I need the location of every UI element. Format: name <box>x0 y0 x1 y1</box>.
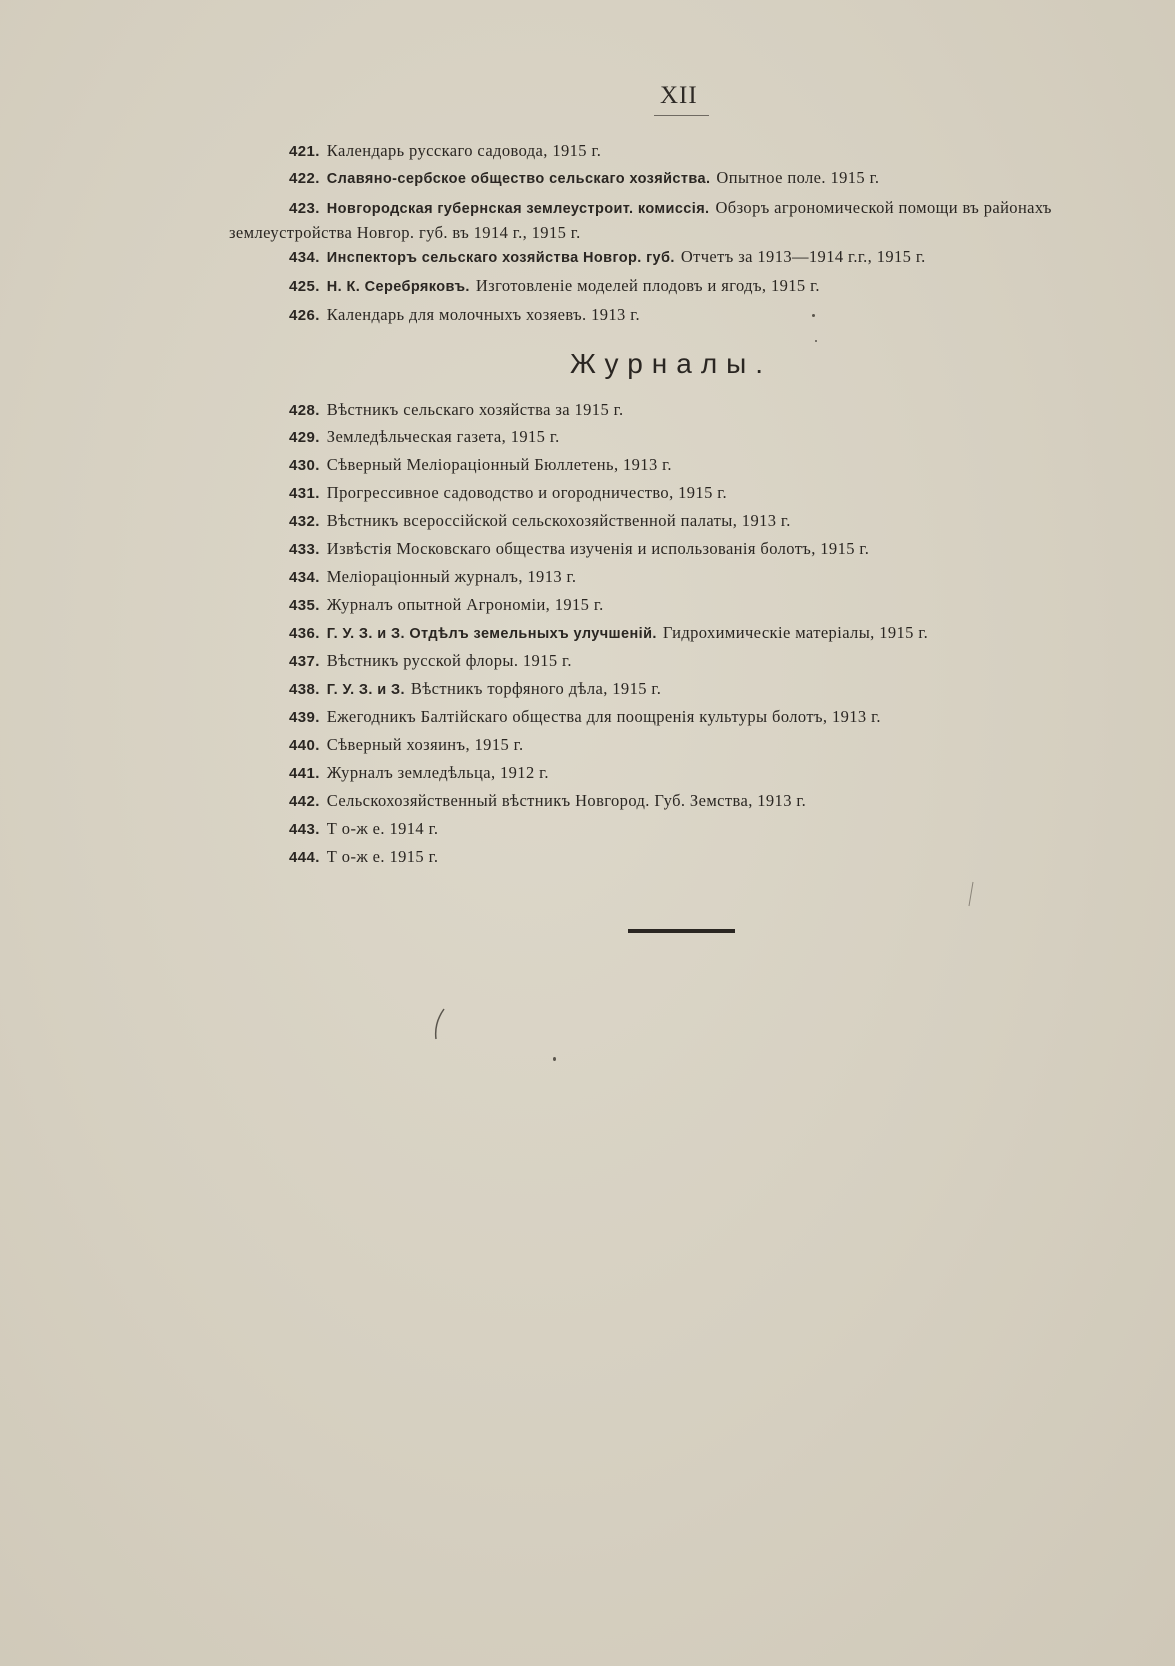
entry-number: 422. <box>289 170 320 187</box>
list-item <box>289 510 791 533</box>
entry-title: Сѣверный хозяинъ, 1915 г. <box>326 735 524 754</box>
list-item <box>289 275 820 298</box>
entry-title: Прогрессивное садоводство и огородничество, 1915 г. <box>326 483 728 502</box>
entry-author: Инспекторъ сельскаго хозяйства Новгор. губ. <box>326 250 675 266</box>
section-heading: Журналы. <box>570 348 773 379</box>
list-item <box>229 196 1159 245</box>
list-item <box>289 650 572 673</box>
entry-title: Меліораціонный журналъ, 1913 г. <box>326 567 577 586</box>
entry-author: Н. К. Серебряковъ. <box>326 279 470 295</box>
list-item <box>289 622 928 645</box>
entry-title: Календарь русскаго садовода, 1915 г. <box>326 141 602 160</box>
entry-title: Гидрохимическіе матеріалы, 1915 г. <box>662 623 929 642</box>
entry-number: 444. <box>289 849 320 866</box>
list-item <box>289 426 560 449</box>
entry-title: Вѣстникъ сельскаго хозяйства за 1915 г. <box>326 400 624 419</box>
entry-title: Журналъ земледѣльца, 1912 г. <box>326 763 549 782</box>
list-item <box>289 538 869 561</box>
entry-title: Сельскохозяйственный вѣстникъ Новгород. Губ. Земства, 1913 г. <box>326 791 807 810</box>
entry-number: 436. <box>289 625 320 642</box>
entry-number: 432. <box>289 513 320 530</box>
entry-number: 443. <box>289 821 320 838</box>
list-item <box>289 734 523 757</box>
page-number-underline <box>654 115 709 116</box>
entry-number: 433. <box>289 541 320 558</box>
entry-number: 429. <box>289 429 320 446</box>
entry-title: Обзоръ агрономической помощи въ районахъ землеустройства Новгор. губ. въ 1914 г., 1915 г. <box>229 198 1052 242</box>
scan-speck <box>815 340 817 342</box>
entry-number: 428. <box>289 402 320 419</box>
entry-title: Календарь для молочныхъ хозяевъ. 1913 г. <box>326 305 641 324</box>
entry-title: Вѣстникъ торфяного дѣла, 1915 г. <box>410 679 662 698</box>
scan-mark <box>966 880 976 910</box>
page-number: XII <box>660 82 698 109</box>
entry-number: 425. <box>289 278 320 295</box>
entry-title: Земледѣльческая газета, 1915 г. <box>326 427 560 446</box>
entry-title: Сѣверный Меліораціонный Бюллетень, 1913 г. <box>326 455 672 474</box>
list-item <box>289 140 601 163</box>
entry-author: Новгородская губернская землеустроит. комиссія. <box>326 201 710 217</box>
list-item <box>289 594 604 617</box>
scan-speck <box>553 1057 556 1061</box>
entry-number: 438. <box>289 681 320 698</box>
entry-author: Г. У. З. и З. Отдѣлъ земельныхъ улучшеній. <box>326 626 657 642</box>
entry-number: 441. <box>289 765 320 782</box>
list-item <box>289 818 438 841</box>
entry-title: Т о-ж е. 1914 г. <box>326 819 439 838</box>
entry-author: Славяно-сербское общество сельскаго хозяйства. <box>326 171 711 187</box>
entry-number: 434. <box>289 249 320 266</box>
entry-number: 439. <box>289 709 320 726</box>
list-item <box>289 167 879 190</box>
entry-title: Изготовленіе моделей плодовъ и ягодъ, 1915 г. <box>475 276 820 295</box>
list-item <box>289 790 806 813</box>
entry-number: 442. <box>289 793 320 810</box>
entry-number: 426. <box>289 307 320 324</box>
entry-author: Г. У. З. и З. <box>326 682 405 698</box>
list-item <box>289 246 926 269</box>
entry-title: Извѣстія Московскаго общества изученія и использованія болотъ, 1915 г. <box>326 539 870 558</box>
scan-speck <box>812 314 815 317</box>
list-item <box>289 454 672 477</box>
entry-number: 430. <box>289 457 320 474</box>
list-item <box>289 304 640 327</box>
entry-title: Вѣстникъ русской флоры. 1915 г. <box>326 651 572 670</box>
list-item <box>289 762 549 785</box>
entry-number: 434. <box>289 569 320 586</box>
list-item <box>289 482 727 505</box>
entry-title: Отчетъ за 1913—1914 г.г., 1915 г. <box>680 247 926 266</box>
entry-title: Вѣстникъ всероссійской сельскохозяйственной палаты, 1913 г. <box>326 511 791 530</box>
entry-title: Опытное поле. 1915 г. <box>716 168 880 187</box>
entry-number: 435. <box>289 597 320 614</box>
entry-number: 421. <box>289 143 320 160</box>
list-item <box>289 678 661 701</box>
entry-number: 440. <box>289 737 320 754</box>
list-item <box>289 566 576 589</box>
list-item <box>289 706 881 729</box>
list-item <box>289 399 623 422</box>
entry-title: Т о-ж е. 1915 г. <box>326 847 439 866</box>
section-end-rule <box>628 929 735 933</box>
entry-title: Ежегодникъ Балтійскаго общества для поощренія культуры болотъ, 1913 г. <box>326 707 881 726</box>
entry-number: 431. <box>289 485 320 502</box>
entry-number: 423. <box>289 200 320 217</box>
list-item <box>289 846 438 869</box>
scan-mark <box>430 1005 450 1045</box>
entry-title: Журналъ опытной Агрономіи, 1915 г. <box>326 595 604 614</box>
entry-number: 437. <box>289 653 320 670</box>
